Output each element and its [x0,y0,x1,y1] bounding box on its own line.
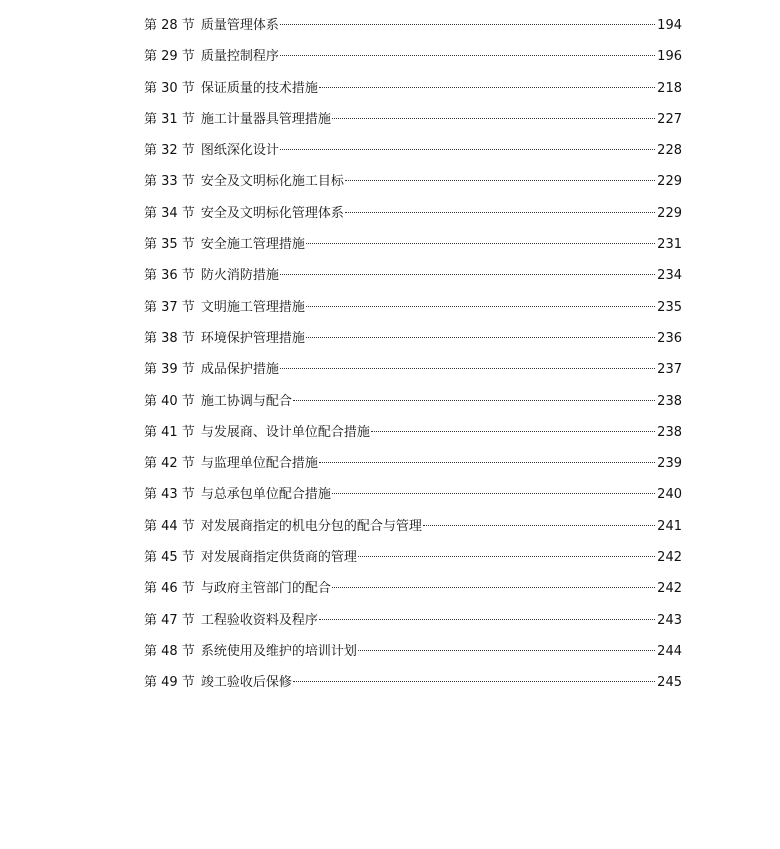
dot-leader [319,87,655,88]
section-title: 图纸深化设计 [200,143,279,159]
section-number: 第 35 节 [144,237,195,253]
section-title: 防火消防措施 [200,268,279,284]
section-number: 第 33 节 [144,174,195,190]
page-number: 239 [657,456,682,472]
section-title: 与监理单位配合措施 [200,456,318,472]
section-number: 第 36 节 [144,268,195,284]
dot-leader [319,462,655,463]
toc-entry[interactable] [144,511,682,542]
dot-leader [280,274,655,275]
section-title: 质量控制程序 [200,49,279,65]
section-title: 与总承包单位配合措施 [200,487,331,503]
section-number: 第 45 节 [144,550,195,566]
page-number: 237 [657,362,682,378]
section-title: 安全及文明标化管理体系 [200,205,344,221]
table-of-contents [144,10,682,699]
section-title: 安全施工管理措施 [200,237,305,253]
section-title: 安全及文明标化施工目标 [200,174,344,190]
page-number: 235 [657,299,682,315]
section-number: 第 32 节 [144,143,195,159]
page-number: 241 [657,518,682,534]
section-title: 系统使用及维护的培训计划 [200,643,357,659]
dot-leader [280,24,655,25]
section-title: 施工计量器具管理措施 [200,111,331,127]
section-number: 第 40 节 [144,393,195,409]
section-number: 第 30 节 [144,80,195,96]
toc-entry[interactable] [144,417,682,448]
section-number: 第 39 节 [144,362,195,378]
toc-entry[interactable] [144,10,682,41]
section-title: 文明施工管理措施 [200,299,305,315]
section-title: 工程验收资料及程序 [200,612,318,628]
page-number: 240 [657,487,682,503]
dot-leader [280,55,655,56]
dot-leader [371,431,655,432]
section-title: 对发展商指定的机电分包的配合与管理 [200,518,422,534]
page-number: 243 [657,612,682,628]
toc-entry[interactable] [144,573,682,604]
section-title: 施工协调与配合 [200,393,292,409]
dot-leader [306,243,655,244]
dot-leader [280,368,655,369]
dot-leader [345,180,655,181]
page-number: 245 [657,675,682,691]
toc-entry[interactable] [144,260,682,291]
section-title: 保证质量的技术措施 [200,80,318,96]
toc-entry[interactable] [144,323,682,354]
page-number: 242 [657,550,682,566]
toc-entry[interactable] [144,448,682,479]
page-number: 196 [657,49,682,65]
page-number: 244 [657,643,682,659]
page-number: 229 [657,174,682,190]
page-number: 236 [657,330,682,346]
section-title: 竣工验收后保修 [200,675,292,691]
dot-leader [358,650,655,651]
toc-entry[interactable] [144,198,682,229]
section-number: 第 31 节 [144,111,195,127]
page-number: 227 [657,111,682,127]
toc-entry[interactable] [144,667,682,698]
toc-entry[interactable] [144,135,682,166]
section-number: 第 37 节 [144,299,195,315]
toc-entry[interactable] [144,479,682,510]
section-number: 第 44 节 [144,518,195,534]
dot-leader [332,587,655,588]
dot-leader [423,525,655,526]
section-number: 第 47 节 [144,612,195,628]
page-number: 231 [657,237,682,253]
section-title: 环境保护管理措施 [200,330,305,346]
section-number: 第 34 节 [144,205,195,221]
dot-leader [319,619,655,620]
dot-leader [332,118,655,119]
toc-entry[interactable] [144,636,682,667]
toc-entry[interactable] [144,386,682,417]
toc-entry[interactable] [144,354,682,385]
dot-leader [306,306,655,307]
toc-entry[interactable] [144,104,682,135]
page-number: 242 [657,581,682,597]
section-number: 第 41 节 [144,424,195,440]
toc-entry[interactable] [144,166,682,197]
section-title: 对发展商指定供货商的管理 [200,550,357,566]
toc-entry[interactable] [144,542,682,573]
section-number: 第 29 节 [144,49,195,65]
page-number: 229 [657,205,682,221]
dot-leader [332,493,655,494]
section-title: 与政府主管部门的配合 [200,581,331,597]
page-number: 218 [657,80,682,96]
section-title: 质量管理体系 [200,18,279,33]
dot-leader [293,681,655,682]
page-number: 234 [657,268,682,284]
toc-entry[interactable] [144,292,682,323]
toc-entry[interactable] [144,41,682,72]
dot-leader [293,400,655,401]
section-title: 与发展商、设计单位配合措施 [200,424,370,440]
dot-leader [358,556,655,557]
section-title: 成品保护措施 [200,362,279,378]
section-number: 第 48 节 [144,643,195,659]
section-number: 第 49 节 [144,675,195,691]
page-number: 194 [657,18,682,33]
section-number: 第 46 节 [144,581,195,597]
page-number: 238 [657,424,682,440]
section-number: 第 28 节 [144,18,195,33]
toc-entry[interactable] [144,605,682,636]
dot-leader [345,212,655,213]
dot-leader [306,337,655,338]
toc-entry[interactable] [144,229,682,260]
section-number: 第 42 节 [144,456,195,472]
dot-leader [280,149,655,150]
section-number: 第 43 节 [144,487,195,503]
page-number: 228 [657,143,682,159]
section-number: 第 38 节 [144,330,195,346]
page-number: 238 [657,393,682,409]
toc-entry[interactable] [144,73,682,104]
